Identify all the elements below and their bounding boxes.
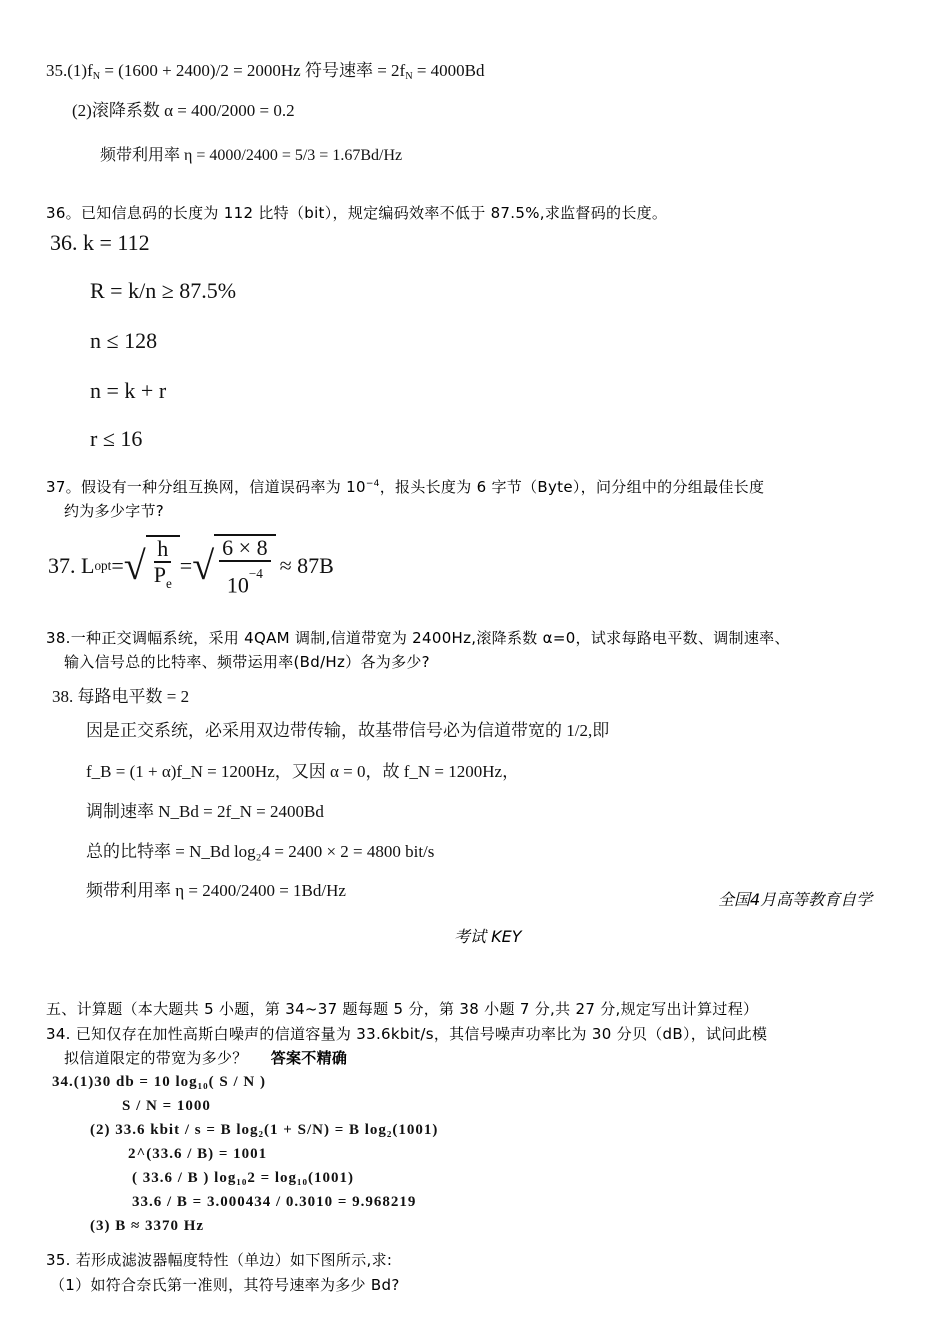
question-36: 36。已知信息码的长度为 112 比特（bit），规定编码效率不低于 87.5%,求监督码的长度。 [46,204,668,222]
answer-34-line1: 34.(1)30 db = 10 log₁₀( S / N ) [52,1074,266,1090]
question-35-line1: 35. 若形成滤波器幅度特性（单边）如下图所示,求: [46,1251,393,1269]
answer-35-line2: (2)滚降系数 α = 400/2000 = 0.2 [72,101,295,120]
question-38-line1: 38.一种正交调幅系统，采用 4QAM 调制,信道带宽为 2400Hz,滚降系数 α=0，试求每路电平数、调制速率、 [46,629,790,647]
question-37-line2: 约为多少字节? [64,502,165,520]
sqrt-sign: √ [192,542,215,588]
answer-34-line2: S / N = 1000 [122,1098,211,1114]
answer-38-line5: 总的比特率 = N_Bd log₂4 = 2400 × 2 = 4800 bit/s [86,842,435,861]
answer-34-line3: (2) 33.6 kbit / s = B log₂(1 + S/N) = B log₂(1001) [90,1122,439,1138]
question-34-line1: 34. 已知仅存在加性高斯白噪声的信道容量为 33.6kbit/s，其信号噪声功率比为 30 分贝（dB），试问此模 [46,1025,768,1043]
footer-right-text: 全国4月高等教育自学 [718,890,873,909]
answer-38-line6: 频带利用率 η = 2400/2400 = 1Bd/Hz [86,881,346,900]
answer-34-line6: 33.6 / B = 3.000434 / 0.3010 = 9.968219 [132,1194,417,1210]
answer-34-line5: ( 33.6 / B ) log₁₀2 = log₁₀(1001) [132,1170,355,1186]
answer-34-line4: 2^(33.6 / B) = 1001 [128,1146,268,1162]
question-34-line2: 拟信道限定的带宽为多少？ 答案不精确 [64,1049,348,1067]
answer-36-line3: n ≤ 128 [90,328,158,353]
radicand-1: $\frac{h}{P_e}$ [146,535,180,596]
answer-note: 答案不精确 [270,1049,348,1067]
question-37-line1: 37。假设有一种分组互换网，信道误码率为 $10^{-4}$，报头长度为 6 字节（Byte），问分组中的分组最佳长度 [46,478,765,496]
section-5-heading: 五、计算题（本大题共 5 小题，第 34~37 题每题 5 分，第 38 小题 7 分,共 27 分,规定写出计算过程） [46,1000,759,1018]
question-38-line2: 输入信号总的比特率、频带运用率(Bd/Hz）各为多少? [64,653,430,671]
radicand-2: $\frac{6 \times 8}{10^{-4}}$ [214,534,275,597]
sqrt-sign: √ [123,542,146,588]
answer-36-line4: n = k + r [90,378,167,403]
answer-38-line1: 38. 每路电平数 = 2 [52,687,190,706]
question-35-line2: （1）如符合奈氏第一准则，其符号速率为多少 Bd? [50,1276,400,1294]
answer-38-line4: 调制速率 N_Bd = 2f_N = 2400Bd [86,802,324,821]
footer-center-text: 考试 KEY [454,927,522,946]
answer-34-line7: (3) B ≈ 3370 Hz [90,1218,205,1234]
answer-36-line5: r ≤ 16 [90,426,143,451]
answer-38-line3: f_B = (1 + α)f_N = 1200Hz，又因 α = 0，故 f_N = 1200Hz， [86,762,520,781]
answer-38-line2: 因是正交系统，必采用双边带传输，故基带信号必为信道带宽的 1/2,即 [86,721,610,740]
answer-36-line2: R = k/n ≥ 87.5% [90,278,237,303]
answer-36-line1: 36. k = 112 [50,230,150,255]
answer-35-line1: 35.(1)fN = (1600 + 2400)/2 = 2000Hz 符号速率 = 2fN = 4000Bd [46,61,485,82]
answer-37-formula: 37. L opt = √ $\frac{h}{P_e}$ = √ $\frac{6 \times 8}{10^{-4}}$ ≈ 87B [48,535,334,598]
answer-35-line3: 频带利用率 η = 4000/2400 = 5/3 = 1.67Bd/Hz [100,147,403,164]
